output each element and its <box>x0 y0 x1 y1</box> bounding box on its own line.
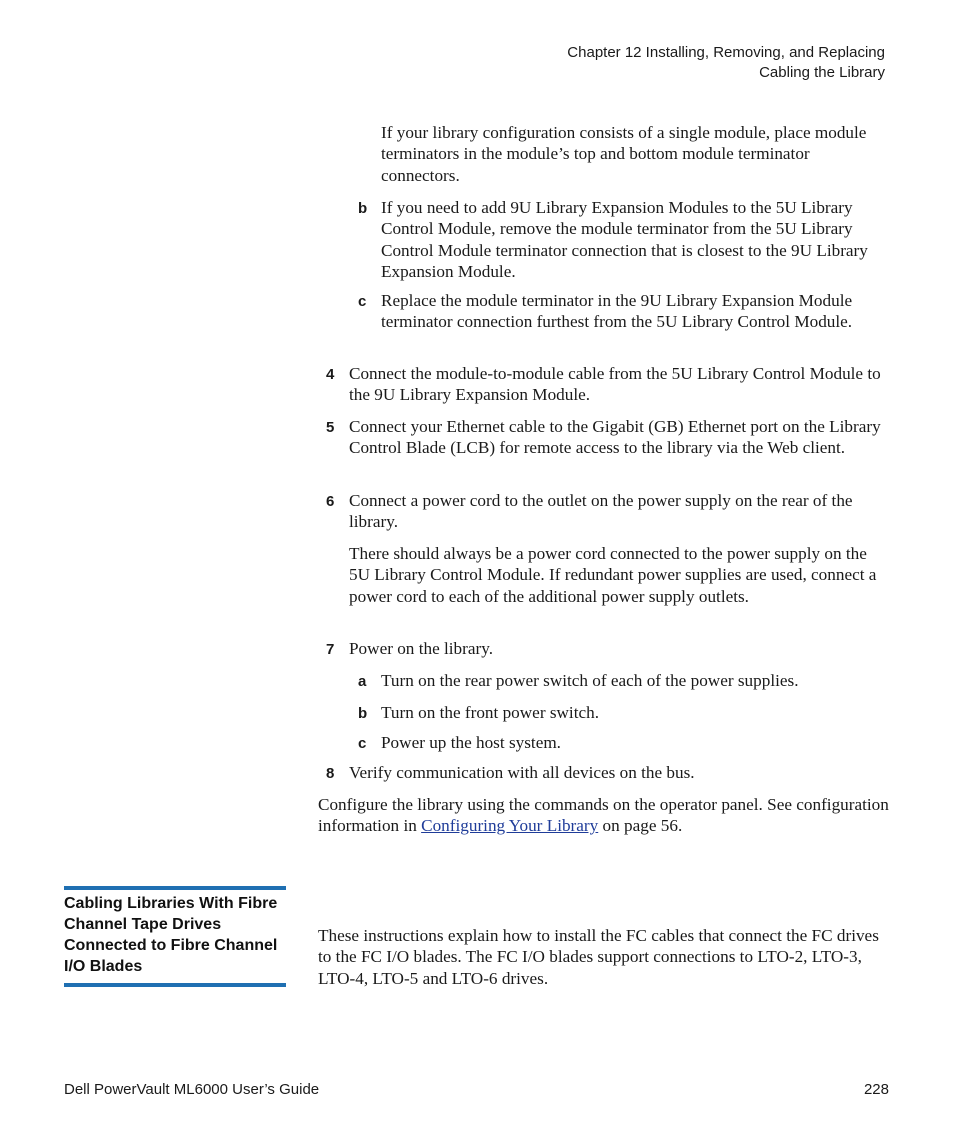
chapter-title: Chapter 12 Installing, Removing, and Replacing <box>567 44 885 61</box>
substep-letter: a <box>358 673 367 690</box>
guide-title: Dell PowerVault ML6000 User’s Guide <box>64 1081 320 1098</box>
page-number: 228 <box>863 1081 889 1098</box>
step-text: Connect a power cord to the outlet on the power supply on the rear of the library. <box>349 491 853 532</box>
section-paragraph: These instructions explain how to install the FC cables that connect the FC drives to the FC I/O blades. The FC I/O blades support connections to LTO-2, LTO-3, LTO-4, LTO-5 and LTO-6 drives. <box>318 926 879 988</box>
configure-text-pre: Configure the library using the commands on the operator panel. See configuration information in <box>318 795 889 836</box>
configure-paragraph <box>318 794 890 837</box>
substep-letter: b <box>358 705 368 722</box>
substep-text: Turn on the rear power switch of each of the power supplies. <box>381 671 799 690</box>
section-heading-block <box>64 886 286 987</box>
substep-letter: c <box>358 293 367 310</box>
substep-text: Power up the host system. <box>381 733 561 752</box>
substep-letter: c <box>358 735 367 752</box>
step-text: Power on the library. <box>349 639 493 658</box>
step-text: Verify communication with all devices on the bus. <box>349 763 695 782</box>
step-number: 6 <box>326 493 335 510</box>
substep-text: Turn on the front power switch. <box>381 703 600 722</box>
section-title-header: Cabling the Library <box>759 64 885 81</box>
step-6-note: There should always be a power cord connected to the power supply on the 5U Library Control Module. If redundant power supplies are used, connect a power cord to each of the additional power supply outlets. <box>349 544 877 606</box>
heading-bottom-rule <box>64 983 286 987</box>
substep-letter: b <box>358 200 368 217</box>
step-number: 4 <box>326 366 335 383</box>
step-text: Connect your Ethernet cable to the Gigabit (GB) Ethernet port on the Library Control Blade (LCB) for remote access to the library via the Web client. <box>349 417 881 458</box>
section-heading: Cabling Libraries With Fibre Channel Tape Drives Connected to Fibre Channel I/O Blades <box>64 895 278 975</box>
step-number: 5 <box>326 419 335 436</box>
step-text: Connect the module-to-module cable from the 5U Library Control Module to the 9U Library Expansion Module. <box>349 364 881 405</box>
step-number: 7 <box>326 641 335 658</box>
substep-text: Replace the module terminator in the 9U Library Expansion Module terminator connection furthest from the 5U Library Control Module. <box>381 291 853 332</box>
substep-text: If you need to add 9U Library Expansion Modules to the 5U Library Control Module, remove the module terminator from the 5U Library Control Module terminator connection that is closest to the 9U Library Expansion Module. <box>381 198 868 281</box>
step-number: 8 <box>326 765 335 782</box>
intro-paragraph: If your library configuration consists of a single module, place module terminators in the module’s top and bottom module terminator connectors. <box>381 123 867 185</box>
configure-text-post: on page 56. <box>598 816 683 836</box>
configuring-library-link[interactable]: Configuring Your Library <box>421 816 599 836</box>
